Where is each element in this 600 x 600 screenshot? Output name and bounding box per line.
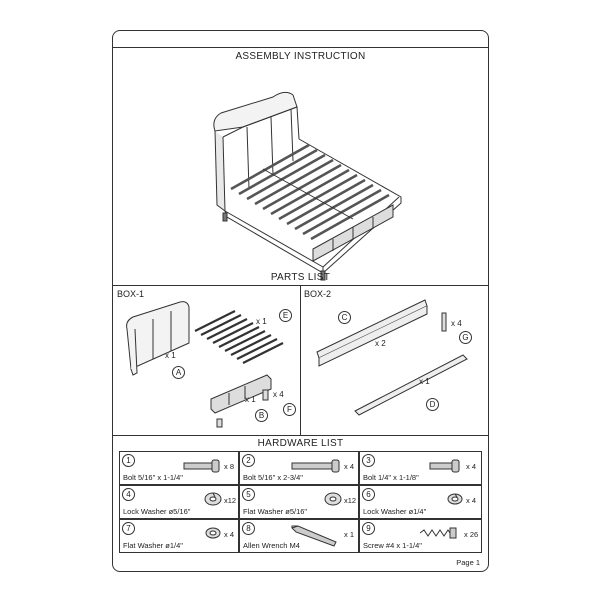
hardware-item-qty: x 4 xyxy=(466,462,477,471)
page-number: Page 1 xyxy=(456,558,480,567)
hardware-item-number: 1 xyxy=(122,454,135,467)
hardware-item-desc: Flat Washer ø1/4" xyxy=(123,541,183,550)
assembled-bed-illustration xyxy=(203,79,403,249)
hardware-item-desc: Allen Wrench M4 xyxy=(243,541,300,550)
hardware-item-desc: Flat Washer ø5/16" xyxy=(243,507,308,516)
hardware-item-number: 5 xyxy=(242,488,255,501)
center-leg-part-illustration xyxy=(439,311,449,333)
hardware-item-2 xyxy=(239,451,359,485)
hardware-item-number: 3 xyxy=(362,454,375,467)
hardware-item-6 xyxy=(359,485,482,519)
hardware-item-4 xyxy=(119,485,239,519)
hardware-item-desc: Screw #4 x 1-1/4" xyxy=(363,541,422,550)
assembly-title: ASSEMBLY INSTRUCTION xyxy=(235,51,366,62)
part-c-qty: x 2 xyxy=(375,339,386,348)
slats-part-illustration xyxy=(195,309,285,369)
hardware-item-qty: x12 xyxy=(224,496,237,505)
part-b-callout: B xyxy=(255,409,268,422)
hardware-item-qty: x 4 xyxy=(224,530,235,539)
part-c-callout: C xyxy=(338,311,351,324)
parts-title: PARTS LIST xyxy=(270,272,331,283)
part-f-qty: x 4 xyxy=(273,390,284,399)
hardware-item-qty: x12 xyxy=(344,496,357,505)
part-b-qty: x 1 xyxy=(245,395,256,404)
header-divider xyxy=(113,47,488,48)
part-g-callout: G xyxy=(459,331,472,344)
hardware-item-qty: x 26 xyxy=(464,530,479,539)
screw-icon xyxy=(418,526,462,540)
hardware-item-1 xyxy=(119,451,239,485)
hardware-item-number: 6 xyxy=(362,488,375,501)
hardware-item-qty: x 1 xyxy=(344,530,355,539)
box2-label: BOX-2 xyxy=(304,289,332,299)
box1-label: BOX-1 xyxy=(117,289,145,299)
hardware-item-number: 9 xyxy=(362,522,375,535)
hardware-top-divider xyxy=(113,435,488,436)
bolt-icon xyxy=(182,460,222,472)
hardware-item-qty: x 8 xyxy=(224,462,235,471)
hardware-item-desc: Bolt 5/16" x 2-3/4" xyxy=(243,473,303,482)
box-divider xyxy=(300,285,301,435)
hardware-item-7 xyxy=(119,519,239,553)
hardware-item-desc: Bolt 1/4" x 1-1/8" xyxy=(363,473,419,482)
hardware-item-desc: Bolt 5/16" x 1-1/4" xyxy=(123,473,183,482)
hardware-item-qty: x 4 xyxy=(344,462,355,471)
part-d-callout: D xyxy=(426,398,439,411)
leg-part-illustration xyxy=(261,388,271,402)
bolt-icon xyxy=(290,460,342,472)
hardware-item-5 xyxy=(239,485,359,519)
part-a-qty: x 1 xyxy=(165,351,176,360)
part-e-callout: E xyxy=(279,309,292,322)
center-rail-part-illustration xyxy=(353,351,473,421)
hardware-item-number: 8 xyxy=(242,522,255,535)
lock-washer-icon xyxy=(204,490,222,508)
part-f-callout: F xyxy=(283,403,296,416)
hardware-item-9 xyxy=(359,519,482,553)
flat-washer-icon xyxy=(324,490,342,508)
part-d-qty: x 1 xyxy=(419,377,430,386)
hardware-item-number: 4 xyxy=(122,488,135,501)
part-g-qty: x 4 xyxy=(451,319,462,328)
instruction-sheet xyxy=(112,30,489,572)
part-e-qty: x 1 xyxy=(256,317,267,326)
hardware-item-qty: x 4 xyxy=(466,496,477,505)
flat-washer-icon xyxy=(204,524,222,542)
hardware-item-number: 2 xyxy=(242,454,255,467)
hardware-item-number: 7 xyxy=(122,522,135,535)
bolt-icon xyxy=(428,460,462,472)
lock-washer-icon xyxy=(446,490,464,508)
hardware-item-8 xyxy=(239,519,359,553)
hardware-item-desc: Lock Washer ø5/16" xyxy=(123,507,191,516)
hardware-item-desc: Lock Washer ø1/4" xyxy=(363,507,427,516)
hardware-title: HARDWARE LIST xyxy=(257,438,344,449)
hardware-item-3 xyxy=(359,451,482,485)
part-a-callout: A xyxy=(172,366,185,379)
